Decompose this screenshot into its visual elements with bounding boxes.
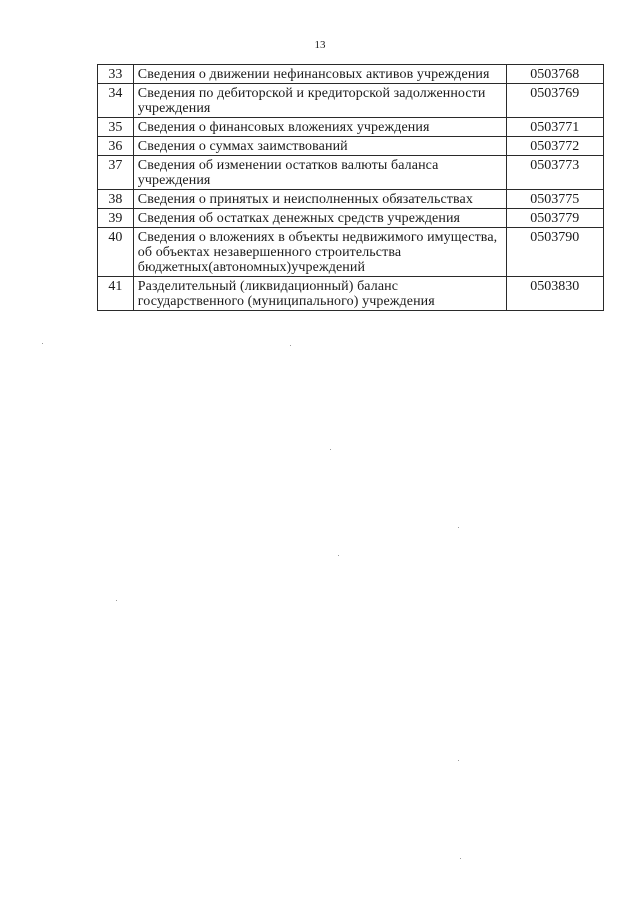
form-name: Разделительный (ликвидационный) баланс государственного (муниципального) учреждения <box>133 277 506 311</box>
scan-speck <box>458 760 459 761</box>
page-number: 13 <box>314 39 326 51</box>
form-code: 0503771 <box>506 118 603 137</box>
form-name: Сведения о суммах заимствований <box>133 137 506 156</box>
form-code: 0503790 <box>506 228 603 277</box>
row-number: 36 <box>98 137 134 156</box>
row-number: 35 <box>98 118 134 137</box>
form-name: Сведения о принятых и неисполненных обязательствах <box>133 190 506 209</box>
row-number: 34 <box>98 84 134 118</box>
reporting-forms-table <box>97 64 604 311</box>
form-code: 0503769 <box>506 84 603 118</box>
table-row <box>98 65 604 84</box>
form-name: Сведения о вложениях в объекты недвижимого имущества, об объектах незавершенного строительства бюджетных(автономных)учреждений <box>133 228 506 277</box>
table-row <box>98 118 604 137</box>
form-code: 0503768 <box>506 65 603 84</box>
row-number: 41 <box>98 277 134 311</box>
scan-speck <box>458 527 459 528</box>
scan-speck <box>116 600 117 601</box>
scan-speck <box>42 343 43 344</box>
scan-speck <box>290 345 291 346</box>
row-number: 37 <box>98 156 134 190</box>
form-code: 0503775 <box>506 190 603 209</box>
scan-speck <box>460 858 461 859</box>
row-number: 39 <box>98 209 134 228</box>
table-row <box>98 277 604 311</box>
table-row <box>98 190 604 209</box>
table-row <box>98 84 604 118</box>
scan-speck <box>330 449 331 450</box>
table-row <box>98 156 604 190</box>
form-name: Сведения о движении нефинансовых активов учреждения <box>133 65 506 84</box>
form-code: 0503772 <box>506 137 603 156</box>
form-code: 0503779 <box>506 209 603 228</box>
table-row <box>98 209 604 228</box>
table-row <box>98 137 604 156</box>
row-number: 40 <box>98 228 134 277</box>
table-row <box>98 228 604 277</box>
form-code: 0503830 <box>506 277 603 311</box>
form-name: Сведения о финансовых вложениях учреждения <box>133 118 506 137</box>
form-code: 0503773 <box>506 156 603 190</box>
form-name: Сведения по дебиторской и кредиторской задолженности учреждения <box>133 84 506 118</box>
form-name: Сведения об изменении остатков валюты баланса учреждения <box>133 156 506 190</box>
form-name: Сведения об остатках денежных средств учреждения <box>133 209 506 228</box>
row-number: 33 <box>98 65 134 84</box>
row-number: 38 <box>98 190 134 209</box>
scan-speck <box>338 555 339 556</box>
